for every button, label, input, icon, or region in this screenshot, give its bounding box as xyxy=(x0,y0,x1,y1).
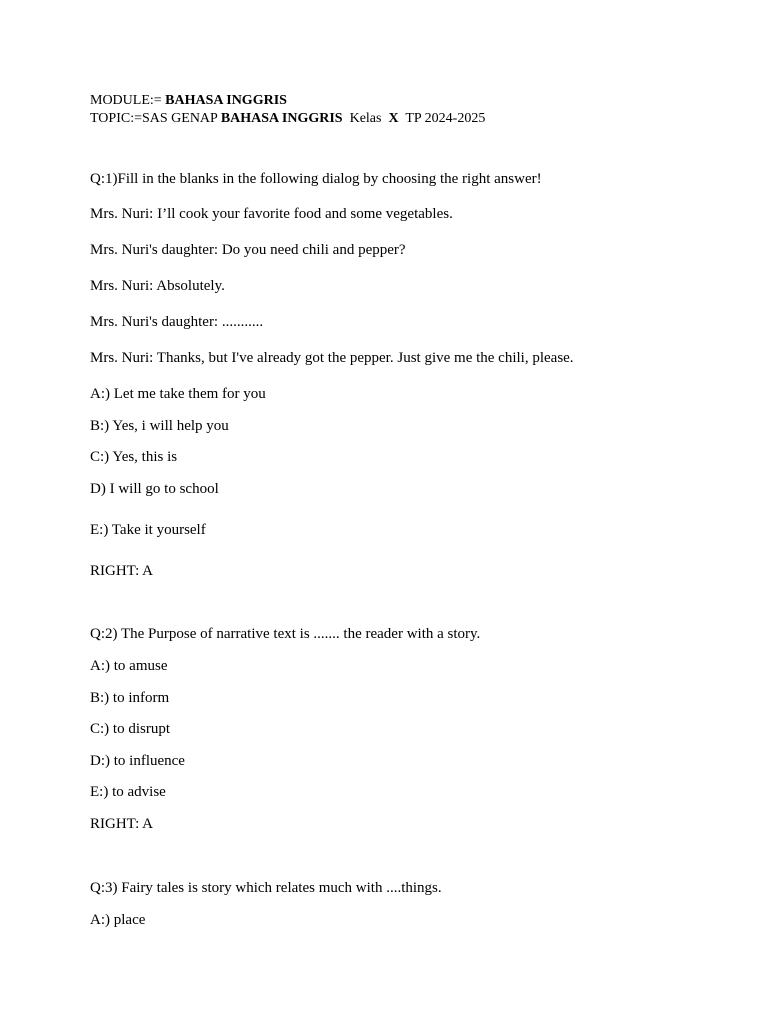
question-2-prompt: Q:2) The Purpose of narrative text is ....... the reader with a story. xyxy=(90,626,481,642)
question-1-dialog-line: Mrs. Nuri: Thanks, but I've already got the pepper. Just give me the chili, please. xyxy=(90,350,574,366)
question-2-option-b: B:) to inform xyxy=(90,690,170,706)
question-1-option-d: D) I will go to school xyxy=(90,481,219,497)
question-1-option-b: B:) Yes, i will help you xyxy=(90,418,229,434)
question-1-option-a: A:) Let me take them for you xyxy=(90,386,266,402)
question-2-option-d: D:) to influence xyxy=(90,753,185,769)
topic-subject: BAHASA INGGRIS xyxy=(220,111,343,126)
question-2-answer: RIGHT: A xyxy=(90,816,154,832)
question-1-dialog-line: Mrs. Nuri's daughter: Do you need chili and pepper? xyxy=(90,242,406,258)
module-prefix: MODULE:= xyxy=(90,93,166,108)
question-1-prompt: Q:1)Fill in the blanks in the following dialog by choosing the right answer! xyxy=(90,171,542,187)
topic-kelas-value: X xyxy=(388,111,399,126)
question-1-dialog-line: Mrs. Nuri: Absolutely. xyxy=(90,278,225,294)
topic-kelas-label: Kelas xyxy=(349,111,382,126)
question-1-option-e: E:) Take it yourself xyxy=(90,522,206,538)
question-2-option-e: E:) to advise xyxy=(90,784,166,800)
question-1-answer: RIGHT: A xyxy=(90,563,154,579)
module-line xyxy=(90,92,287,110)
question-1-dialog-line: Mrs. Nuri: I’ll cook your favorite food and some vegetables. xyxy=(90,206,453,222)
topic-year: TP 2024-2025 xyxy=(405,111,486,126)
question-2-option-a: A:) to amuse xyxy=(90,658,168,674)
topic-prefix: TOPIC:=SAS GENAP xyxy=(90,111,221,126)
question-1-option-c: C:) Yes, this is xyxy=(90,449,178,465)
question-3-prompt: Q:3) Fairy tales is story which relates much with ....things. xyxy=(90,880,442,896)
topic-line xyxy=(90,110,485,128)
question-2-option-c: C:) to disrupt xyxy=(90,721,171,737)
question-3-option-a: A:) place xyxy=(90,912,146,928)
question-1-dialog-line: Mrs. Nuri's daughter: ........... xyxy=(90,314,264,330)
module-name: BAHASA INGGRIS xyxy=(165,93,287,108)
